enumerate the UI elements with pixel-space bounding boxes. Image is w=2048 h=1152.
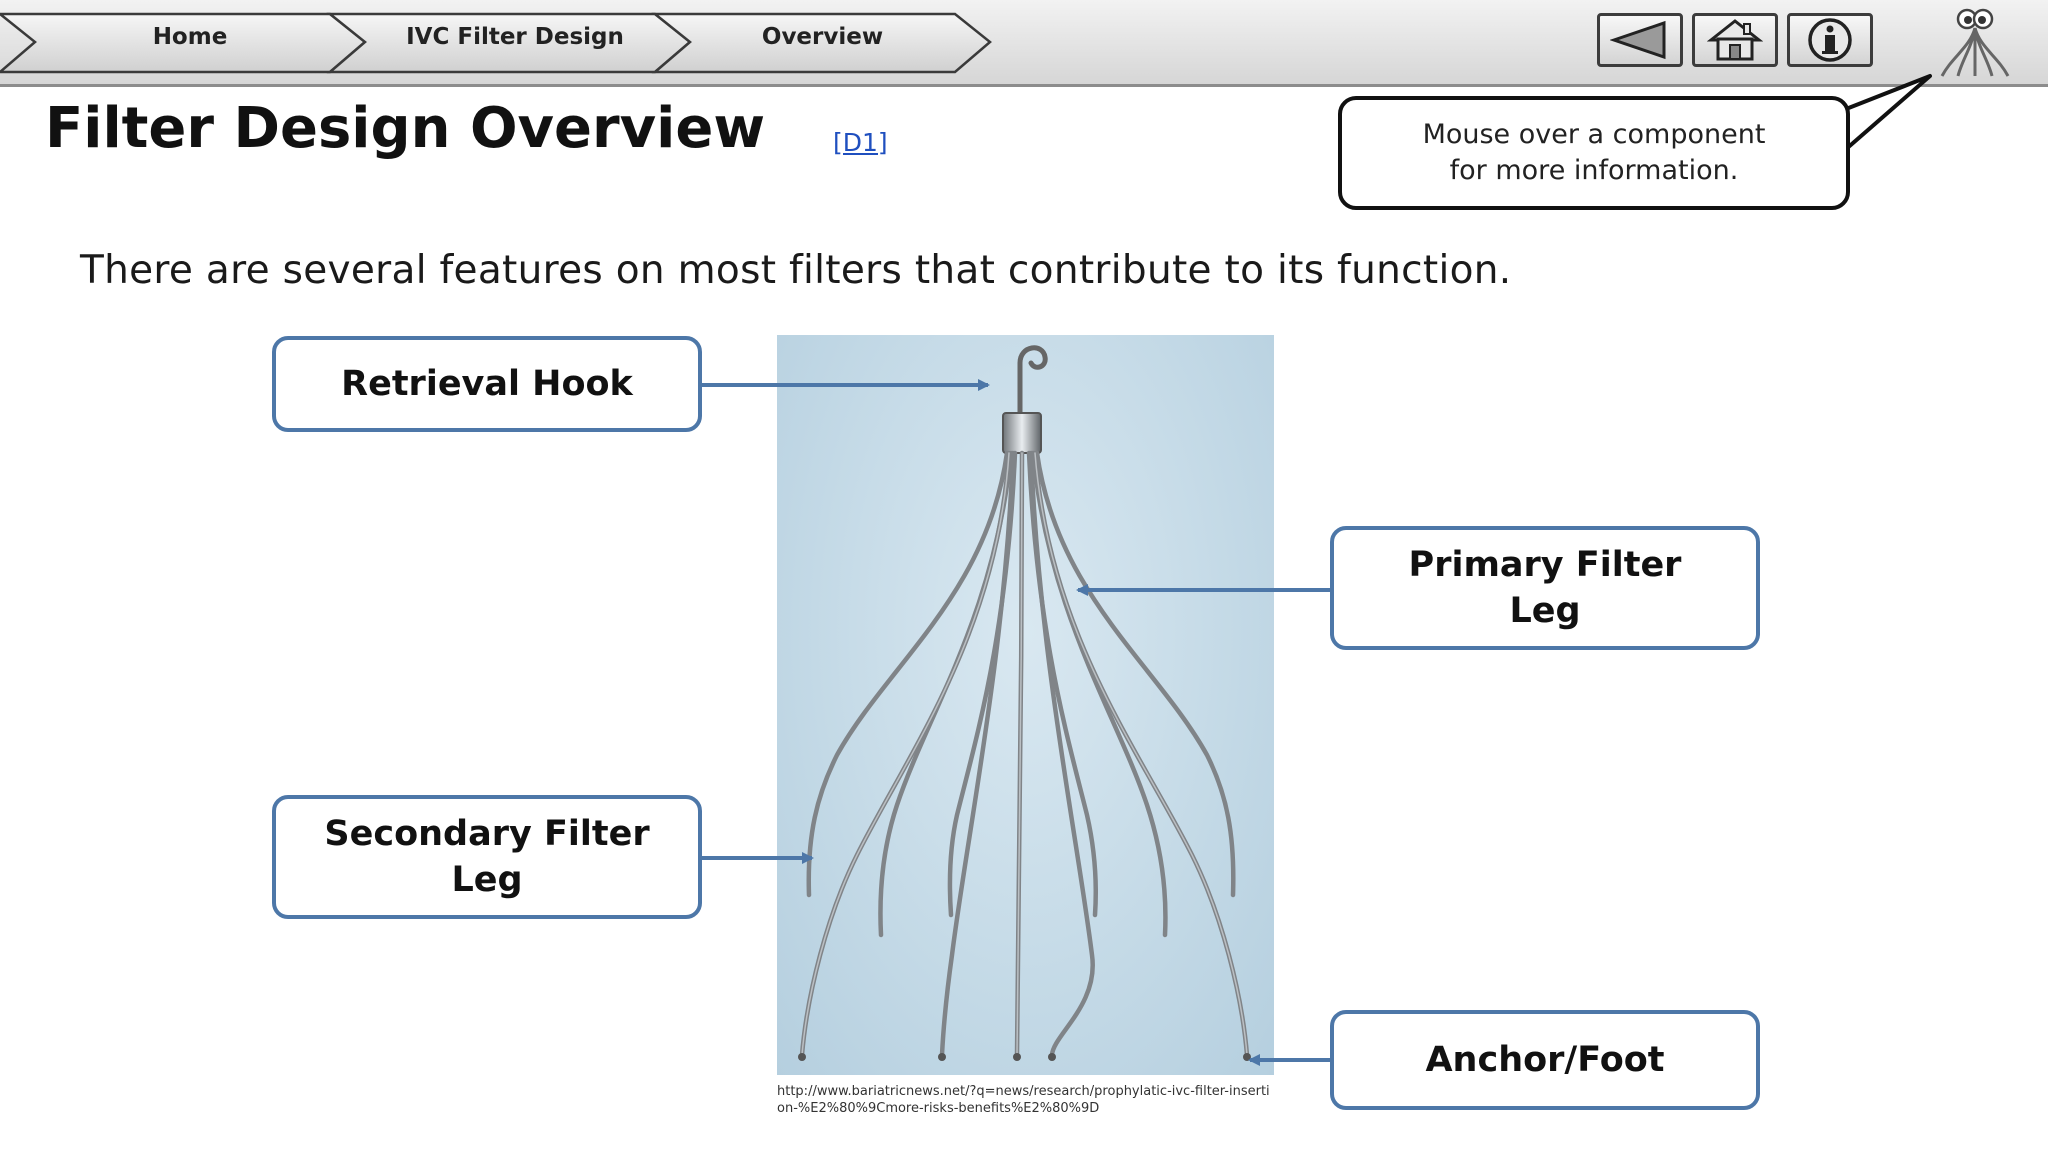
bubble-seam-cover — [1820, 118, 1845, 154]
image-credit-url[interactable]: http://www.bariatricnews.net/?q=news/research/prophylatic-ivc-filter-insertion-%E2%80%9Cmore-risks-benefits%E2%80%9D — [777, 1084, 1270, 1116]
label-secondary-filter-leg[interactable] — [272, 795, 702, 919]
label-primary-filter-leg-line1: Primary Filter — [1408, 545, 1682, 585]
label-primary-filter-leg-line2: Leg — [1509, 591, 1581, 631]
intro-text: There are several features on most filters that contribute to its function. — [80, 248, 1512, 293]
ivc-filter-illustration — [777, 335, 1274, 1075]
label-primary-filter-leg[interactable] — [1330, 526, 1760, 650]
help-text-line-2: for more information. — [1449, 155, 1739, 186]
label-secondary-filter-leg-line2: Leg — [451, 860, 523, 900]
help-text-line-1: Mouse over a component — [1422, 119, 1766, 150]
breadcrumb-item-home[interactable]: Home — [152, 24, 228, 50]
breadcrumb-item-ivc-filter-design[interactable]: IVC Filter Design — [406, 24, 624, 50]
label-anchor-foot-text: Anchor/Foot — [1425, 1040, 1665, 1080]
page-title: Filter Design Overview — [45, 96, 766, 161]
label-anchor-foot[interactable] — [1330, 1010, 1760, 1110]
reference-link[interactable]: [D1] — [833, 128, 888, 157]
label-retrieval-hook-text: Retrieval Hook — [341, 364, 633, 404]
label-retrieval-hook[interactable] — [272, 336, 702, 432]
breadcrumb-item-overview[interactable]: Overview — [761, 24, 884, 50]
label-secondary-filter-leg-line1: Secondary Filter — [324, 814, 650, 854]
help-speech-bubble — [1338, 96, 1850, 210]
ivc-filter-photo — [777, 335, 1274, 1075]
